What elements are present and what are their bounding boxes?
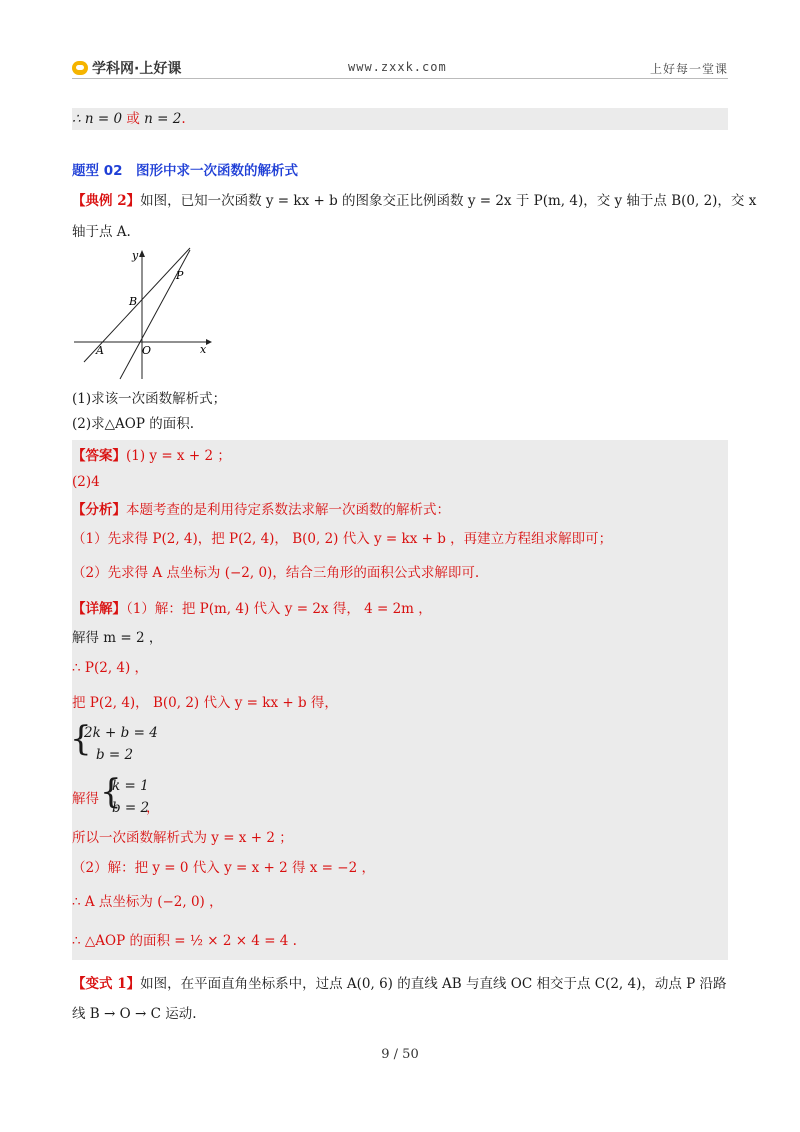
header-url: www.zxxk.com bbox=[348, 60, 447, 74]
system2-eq1: k = 1 bbox=[112, 778, 149, 794]
answer-line-1: 【答案】(1) y = x + 2 ； bbox=[72, 448, 231, 464]
detail-line-7: （2）解：把 y = 0 代入 y = x + 2 得 x = −2 ， bbox=[72, 860, 375, 876]
coordinate-figure bbox=[72, 245, 212, 380]
site-logo bbox=[72, 58, 181, 78]
analysis-step-1: （1）先求得 P(2, 4)，把 P(2, 4)， B(0, 2) 代入 y = kx + b ，再建立方程组求解即可； bbox=[72, 531, 613, 547]
page-number: 9 / 50 bbox=[381, 1047, 419, 1062]
system-brace-2: { bbox=[100, 772, 122, 812]
detail-line-3: ∴ P(2, 4) ， bbox=[72, 660, 149, 676]
logo-icon bbox=[72, 61, 88, 75]
label-x: x bbox=[200, 343, 207, 356]
label-B: B bbox=[129, 295, 138, 308]
question-2: (2)求△AOP 的面积. bbox=[72, 416, 194, 432]
detail-line-4: 把 P(2, 4)， B(0, 2) 代入 y = kx + b 得， bbox=[72, 695, 338, 711]
label-y: y bbox=[132, 249, 139, 262]
detail-line-9: ∴ △AOP 的面积 = ½ × 2 × 4 = 4 . bbox=[72, 933, 297, 949]
analysis-step-2: （2）先求得 A 点坐标为 (−2, 0)，结合三角形的面积公式求解即可. bbox=[72, 565, 480, 581]
system1-eq1: 2k + b = 4 bbox=[84, 725, 158, 741]
analysis-line: 【分析】本题考查的是利用待定系数法求解一次函数的解析式： bbox=[72, 502, 450, 518]
detail-line-6: 所以一次函数解析式为 y = x + 2 ； bbox=[72, 830, 293, 846]
question-1: (1)求该一次函数解析式； bbox=[72, 391, 227, 407]
label-A: A bbox=[96, 344, 104, 357]
header-divider bbox=[72, 78, 728, 79]
system-brace-1: { bbox=[70, 719, 92, 759]
example-line-1: 【典例 2】如图，已知一次函数 y = kx + b 的图象交正比例函数 y = 2x 于 P(m, 4)，交 y 轴于点 B(0, 2)，交 x bbox=[72, 193, 757, 209]
system1-eq2: b = 2 bbox=[96, 747, 134, 763]
system2-eq2: b = 2 bbox=[112, 800, 150, 816]
logo-text: 学科网·上好课 bbox=[92, 61, 182, 77]
prev-answer-line: ∴ n = 0 或 n = 2. bbox=[72, 111, 186, 127]
x-axis-arrow-icon bbox=[206, 339, 212, 345]
system2-end: ， bbox=[146, 800, 160, 816]
header-slogan: 上好每一堂课 bbox=[649, 62, 728, 76]
answer-line-2: (2)4 bbox=[72, 474, 100, 490]
detail-line-8: ∴ A 点坐标为 (−2, 0) ， bbox=[72, 894, 223, 910]
label-P: P bbox=[176, 269, 184, 282]
solve-prefix: 解得 bbox=[72, 791, 99, 807]
detail-line-2: 解得 m = 2 ， bbox=[72, 630, 163, 646]
section-title: 题型 02 图形中求一次函数的解析式 bbox=[72, 163, 298, 179]
variant-line-2: 线 B → O → C 运动. bbox=[72, 1006, 197, 1022]
label-O: O bbox=[142, 344, 152, 357]
variant-line-1: 【变式 1】如图，在平面直角坐标系中，过点 A(0, 6) 的直线 AB 与直线 OC 相交于点 C(2, 4)，动点 P 沿路 bbox=[72, 976, 727, 992]
y-axis-arrow-icon bbox=[139, 250, 145, 257]
detail-line-1: 【详解】（1）解：把 P(m, 4) 代入 y = 2x 得， 4 = 2m ， bbox=[72, 601, 432, 617]
example-line-2: 轴于点 A. bbox=[72, 224, 131, 240]
